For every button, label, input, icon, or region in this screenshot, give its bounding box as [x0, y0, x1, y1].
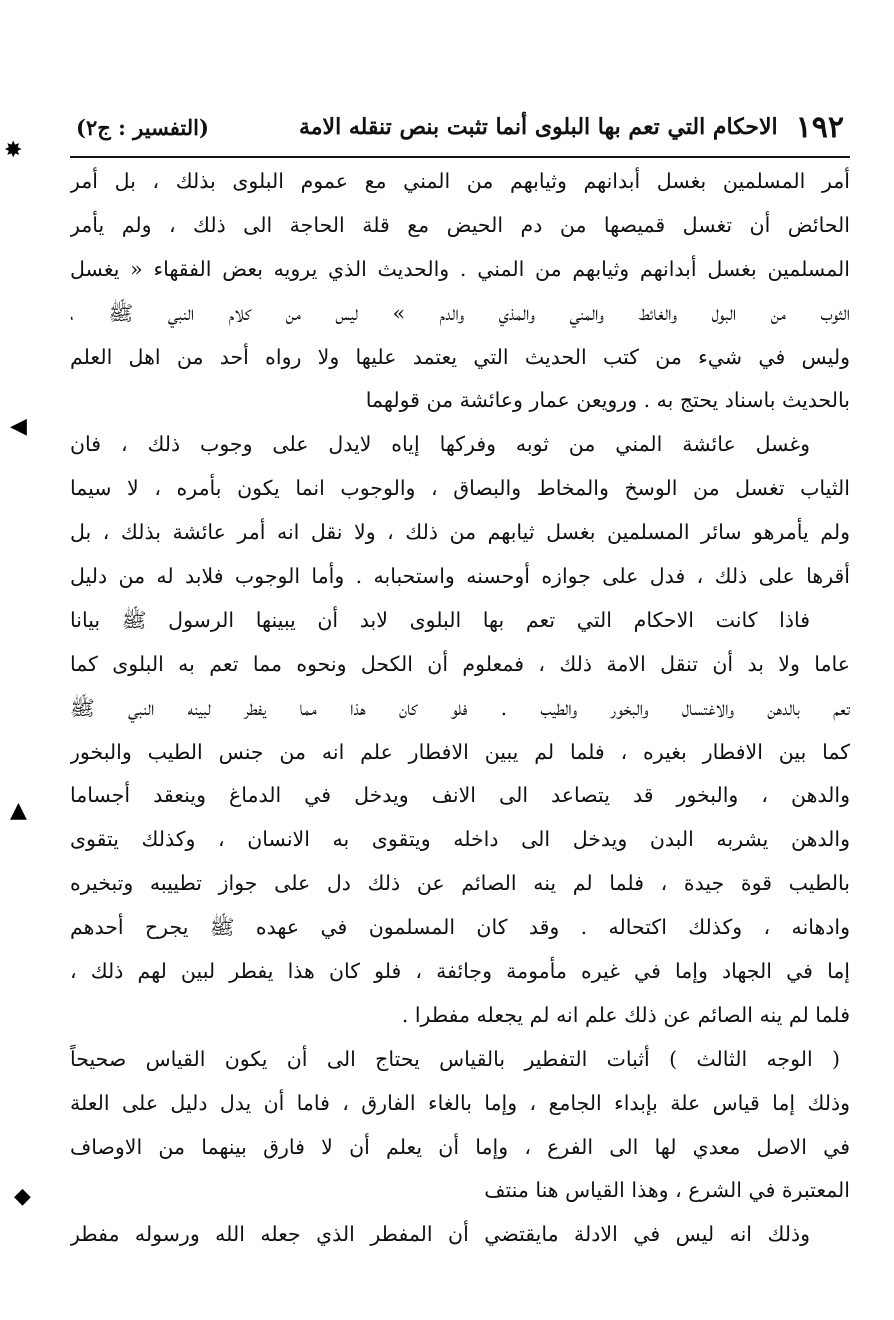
text-line: وغسل عائشة المني من ثوبه وفركها إياه لايدل على وجوب ذلك ، فان [70, 432, 810, 457]
running-title: الاحكام التي تعم بها البلوى أنما تثبت بنص تنقله الامة [298, 114, 778, 140]
text-line: المسلمين بغسل أبدانهم وثيابهم من المني . والحديث الذي يرويه بعض الفقهاء « يغسل [70, 256, 850, 281]
text-line: أقرها على ذلك ، فدل على جوازه أوحسنه واستحبابه . وأما الوجوب فلابد له من دليل [70, 564, 850, 589]
text-line: فلما لم ينه الصائم عن ذلك علم انه لم يجعله مفطرا . [401, 1002, 850, 1027]
section-label: (التفسير : ج٢) [76, 114, 209, 140]
text-line: والدهن ، والبخور قد يتصاعد الى الانف ويدخل في الدماغ وينعقد أجساما [70, 783, 850, 808]
text-line: الثوب من البول والغائط والمني والمذي والدم » ليس من كلام النبي ﷺ ، [70, 300, 850, 325]
text-line: وادهانه ، وكذلك اكتحاله . وقد كان المسلمون في عهده ﷺ يجرح أحدهم [70, 915, 850, 940]
text-line: الثياب تغسل من الوسخ والمخاط والبصاق ، والوجوب انما يكون بأمره ، لا سيما [70, 476, 850, 501]
text-line: المعتبرة في الشرع ، وهذا القياس هنا منتف [484, 1178, 850, 1203]
text-line: وذلك إما قياس علة بإبداء الجامع ، وإما بالغاء الفارق ، فاما أن يدل دليل على العلة [70, 1090, 850, 1115]
text-line: كما بين الافطار بغيره ، فلما لم يبين الافطار علم انه من جنس الطيب والبخور [70, 739, 850, 764]
page-body [70, 160, 850, 1257]
text-line: والدهن يشربه البدن ويدخل الى داخله ويتقوى به الانسان ، وكذلك يتقوى [70, 827, 850, 852]
scan-mark: ▲ [10, 798, 27, 823]
page-header [76, 104, 844, 150]
scan-mark: ◀ [10, 414, 27, 439]
text-line: أمر المسلمين بغسل أبدانهم وثيابهم من المني مع عموم البلوى بذلك ، بل أمر [70, 169, 850, 193]
text-line: عاما ولا بد أن تنقل الامة ذلك ، فمعلوم أن الكحل ونحوه مما تعم به البلوى كما [70, 651, 850, 676]
scan-mark: ✸ [4, 138, 23, 163]
text-line: فاذا كانت الاحكام التي تعم بها البلوى لابد أن يبينها الرسول ﷺ بيانا [70, 607, 810, 632]
text-line: إما في الجهاد وإما في غيره مأمومة وجائفة ، فلو كان هذا يفطر لبين لهم ذلك ، [70, 959, 850, 984]
text-line: ( الوجه الثالث ) أثبات التفطير بالقياس يحتاج الى أن يكون القياس صحيحاً [70, 1046, 840, 1071]
text-line: وذلك انه ليس في الادلة مايقتضي أن المفطر الذي جعله الله ورسوله مفطر [70, 1222, 810, 1247]
scan-mark: ◆ [14, 1184, 31, 1209]
text-line: ولم يأمرهو سائر المسلمين بغسل ثيابهم من ذلك ، ولا نقل انه أمر عائشة بذلك ، بل [70, 520, 850, 545]
text-line: وليس في شيء من كتب الحديث التي يعتمد عليها ولا رواه أحد من اهل العلم [70, 344, 850, 369]
text-line: بالطيب قوة جيدة ، فلما لم ينه الصائم عن ذلك دل على جواز تطييبه وتبخيره [70, 871, 850, 896]
text-line: تعم بالدهن والاغتسال والبخور والطيب . فلو كان هذا مما يفطر لبينه النبي ﷺ [70, 695, 850, 720]
page-number: ١٩٢ [795, 109, 844, 145]
text-line: في الاصل معدي لها الى الفرع ، وإما أن يعلم أن لا فارق بينهما من الاوصاف [70, 1134, 850, 1159]
text-line: الحائض أن تغسل قميصها من دم الحيض مع قلة الحاجة الى ذلك ، ولم يأمر [70, 212, 850, 237]
text-line: بالحديث باسناد يحتج به . ورويعن عمار وعائشة من قولهما [365, 388, 850, 413]
header-rule [70, 156, 850, 158]
